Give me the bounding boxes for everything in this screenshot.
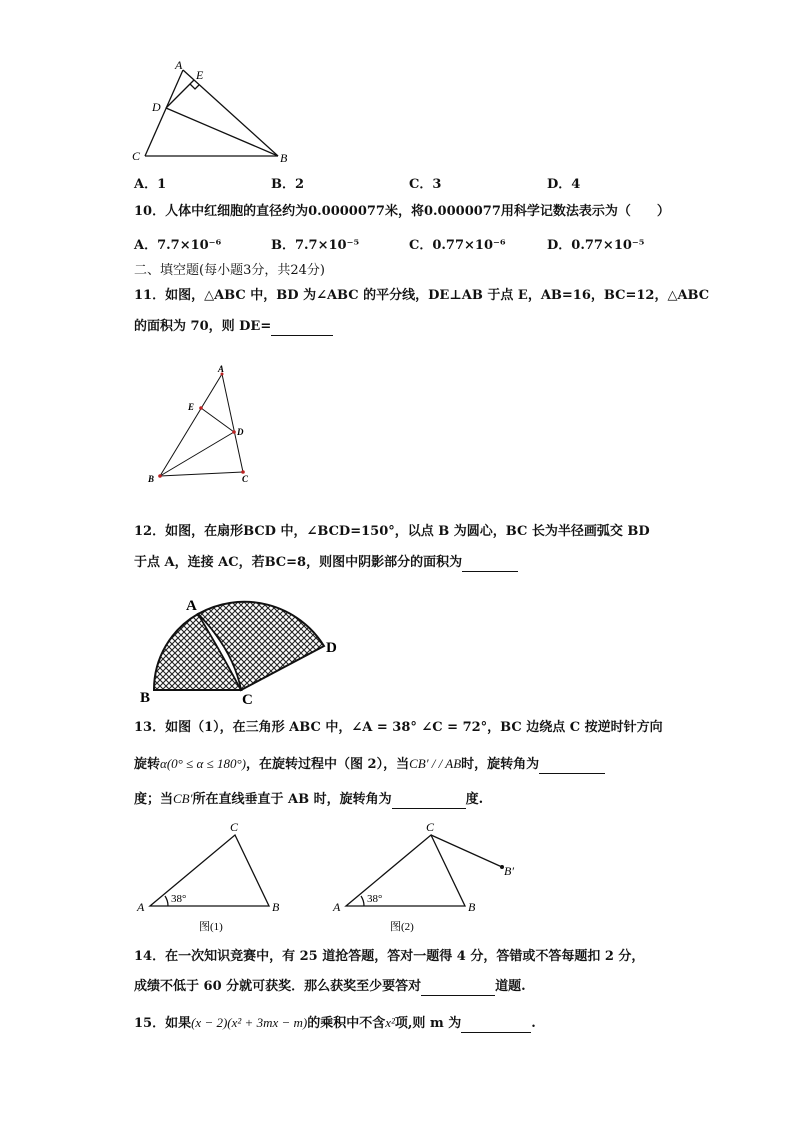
q14-line1: 14．在一次知识竞赛中，有 25 道抢答题，答对一题得 4 分，答错或不答每题扣 2 分，: [134, 949, 645, 964]
q9-figure: [128, 58, 298, 168]
q13-line3-part-b: 所在直线垂直于 AB 时，旋转角为: [192, 792, 392, 807]
q11-line2: [134, 318, 333, 336]
q15-line: [134, 1014, 536, 1033]
q9-label-b: B: [280, 151, 288, 165]
q11-line2-text: 的面积为 70，则 DE=: [134, 319, 272, 334]
q12-label-c: C: [242, 692, 253, 706]
section-heading: 二、填空题(每小题3分，共24分): [134, 263, 325, 278]
q13-f2-caption: 图(2): [390, 921, 414, 933]
q13-f2-label-b: B: [468, 900, 476, 914]
q11-figure: [146, 362, 256, 486]
q9-label-a: A: [175, 58, 183, 72]
q12-label-a: A: [186, 598, 197, 614]
q15-x-squared: x²: [385, 1015, 395, 1030]
q9-option-c: C．3: [409, 177, 442, 192]
q11-label-e: E: [188, 402, 195, 412]
q12-label-b: B: [140, 690, 151, 706]
q13-f2-label-bprime: B′: [504, 864, 514, 878]
q15-answer-blank[interactable]: [461, 1018, 531, 1033]
q15-part-b: 的乘积中不含: [307, 1016, 386, 1031]
q12-label-d: D: [326, 640, 337, 656]
q13-line2-part-a: 旋转: [134, 757, 161, 772]
q9-option-b: B．2: [271, 177, 305, 192]
q11-label-c: C: [242, 474, 249, 484]
q10-option-c: C．0.77×10⁻⁶: [409, 238, 506, 253]
q11-answer-blank[interactable]: [271, 321, 333, 336]
q13-line3: [134, 790, 483, 809]
q11-label-d: D: [237, 427, 244, 437]
q13-answer-blank-1[interactable]: [539, 759, 605, 774]
q10-option-a: A．7.7×10⁻⁶: [134, 238, 222, 253]
q13-f2-angle: 38°: [367, 893, 383, 905]
q12-figure: [136, 590, 346, 706]
q9-option-a: A．1: [134, 177, 167, 192]
q13-line3-part-a: 度；当: [134, 792, 174, 807]
q13-f2-label-a: A: [333, 900, 341, 914]
q13-f1-angle: 38°: [171, 893, 187, 905]
q15-part-d: .: [531, 1016, 536, 1031]
q13-cb-prime: CB′: [173, 791, 193, 806]
q11-line1: 11．如图，△ABC 中，BD 为∠ABC 的平分线，DE⊥AB 于点 E，AB=16，BC=12，△ABC: [134, 288, 710, 303]
q13-f1-label-c: C: [230, 820, 239, 834]
q10-option-d: D．0.77×10⁻⁵: [547, 238, 645, 253]
q13-line2-part-c: 时，旋转角为: [461, 757, 540, 772]
q13-f1-label-a: A: [137, 900, 145, 914]
q14-answer-blank[interactable]: [421, 981, 495, 996]
q14-line2-part-a: 成绩不低于 60 分就可获奖．那么获奖至少要答对: [134, 979, 422, 994]
q13-f2-label-c: C: [426, 820, 435, 834]
q15-expression: (x − 2)(x² + 3mx − m): [191, 1015, 308, 1030]
q12-answer-blank[interactable]: [462, 557, 518, 572]
q15-part-a: 15．如果: [134, 1016, 192, 1031]
q13-line2-part-b: ，在旋转过程中（图 2），当: [246, 757, 410, 772]
q9-label-e: E: [196, 68, 204, 82]
q13-line3-part-c: 度.: [465, 792, 484, 807]
q10-option-b: B．7.7×10⁻⁵: [271, 238, 360, 253]
q12-line1: 12．如图，在扇形BCD 中，∠BCD=150°，以点 B 为圆心，BC 长为半径画弧交 BD: [134, 524, 650, 539]
q11-label-b: B: [148, 474, 155, 484]
q13-f1-caption: 图(1): [199, 921, 223, 933]
q12-line2: [134, 554, 518, 572]
q9-option-d: D．4: [547, 177, 581, 192]
q14-line2-part-b: 道题.: [495, 979, 526, 994]
q14-line2: [134, 978, 526, 996]
q13-figure-1: [134, 818, 294, 936]
q13-alpha-range: α(0° ≤ α ≤ 180°): [160, 756, 246, 771]
q12-line2-text: 于点 A，连接 AC，若BC=8，则图中阴影部分的面积为: [134, 555, 463, 570]
q9-label-d: D: [152, 100, 161, 114]
q10-text: 10．人体中红细胞的直径约为0.0000077米，将0.0000077用科学记数法表示为（ ）: [134, 204, 670, 219]
q13-parallel-cond: CB′ / / AB: [409, 756, 462, 771]
q13-figure-2: [330, 818, 530, 936]
q13-line1: 13．如图（1），在三角形 ABC 中，∠A = 38° ∠C = 72°，BC 边绕点 C 按逆时针方向: [134, 720, 663, 735]
q13-line2: [134, 755, 605, 774]
q15-part-c: 项,则 m 为: [394, 1016, 462, 1031]
q9-label-c: C: [132, 149, 141, 163]
q11-label-a: A: [218, 364, 225, 374]
q13-f1-label-b: B: [272, 900, 280, 914]
q13-answer-blank-2[interactable]: [392, 794, 466, 809]
